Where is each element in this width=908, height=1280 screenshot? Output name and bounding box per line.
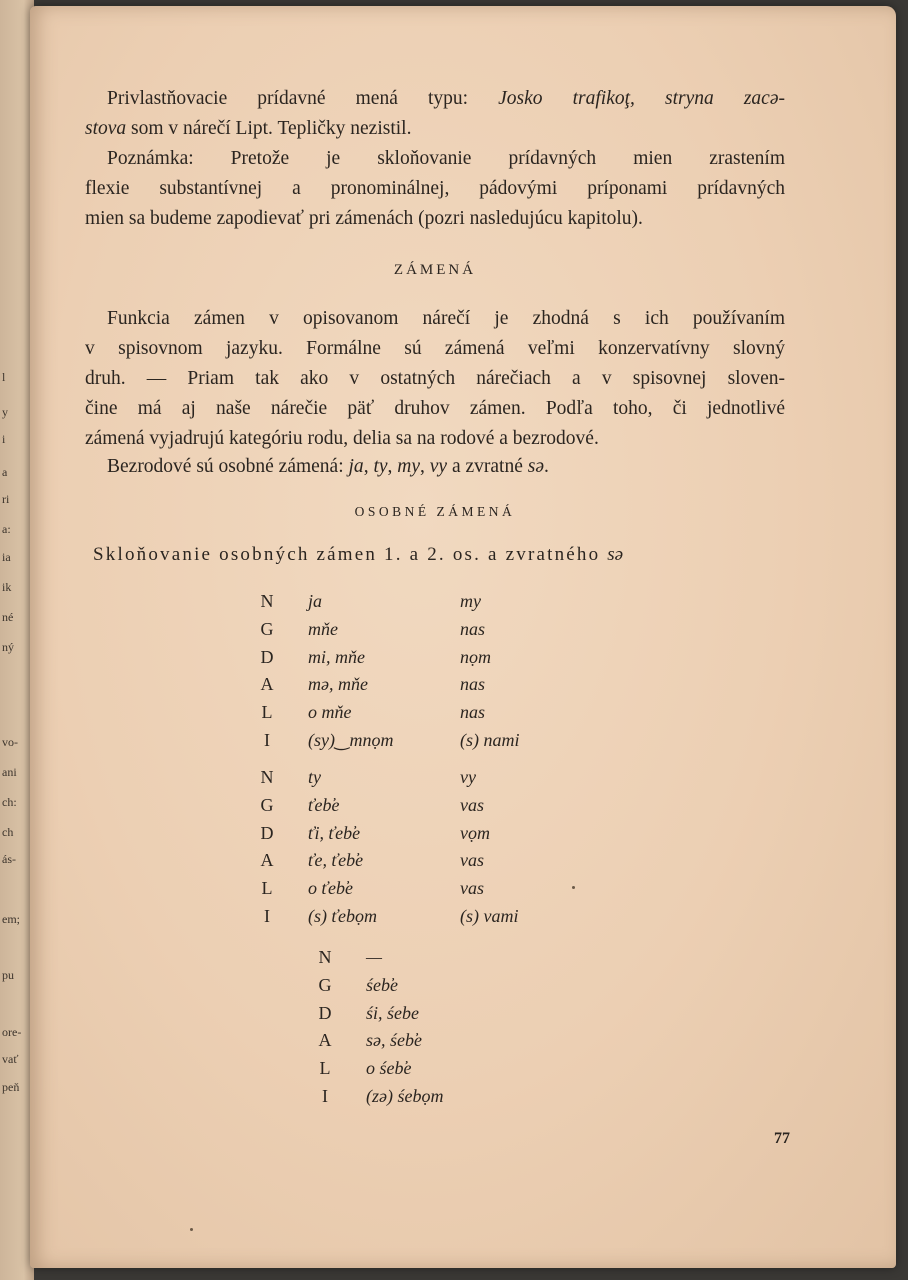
singular-form: (s) ťebọm (308, 906, 378, 926)
singular-form: śeb̕e (366, 974, 398, 995)
singular-form: ťi, ťeb̕e (308, 822, 361, 843)
case-label: G (318, 974, 332, 995)
prev-page-fragment: ch (2, 825, 14, 839)
prev-page-fragment: ik (2, 580, 12, 594)
case-label: N (260, 767, 274, 787)
prev-page-fragment: l (2, 370, 6, 384)
prev-page-fragment: pu (2, 968, 14, 982)
singular-form: o śeb̕e (366, 1058, 412, 1079)
paper-speck (190, 1228, 193, 1231)
singular-form: o ťeb̕e (308, 878, 354, 899)
case-label: G (260, 794, 274, 815)
declension-title (93, 544, 813, 566)
case-label: L (261, 702, 273, 723)
section-heading: ZÁMENÁ (393, 262, 477, 278)
intro-text: som v nárečí Lipt. Tepličky nezistil. (126, 118, 412, 139)
prev-page-fragment: i (2, 432, 6, 446)
subsection-heading: OSOBNÉ ZÁMENÁ (354, 504, 516, 519)
note-line: mien sa budeme zapodievať pri zámenách (pozri nasledujúcu kapitolu). (85, 208, 643, 229)
prev-page-fragment: ch: (2, 795, 17, 809)
singular-form: mňe (308, 618, 338, 639)
separator: , (387, 456, 398, 477)
prev-page-fragment: y (2, 405, 8, 419)
case-label: I (264, 730, 270, 750)
plural-form: vas (460, 878, 484, 899)
prev-page-fragment: a: (2, 522, 11, 536)
declension-title-text: Skloňovanie osobných zámen 1. a 2. os. a zvratného (93, 544, 608, 565)
case-label: L (319, 1058, 331, 1079)
plural-form: vas (460, 850, 484, 871)
case-label: A (318, 1030, 332, 1051)
prev-page-fragment: peň (2, 1080, 20, 1094)
plural-form: nọm (460, 646, 491, 667)
paper-speck (572, 886, 575, 889)
intro-line (85, 114, 785, 144)
singular-form: (sy)‿mnọm (308, 730, 394, 750)
pronoun-word: ja (348, 456, 364, 477)
plural-form: vy (460, 767, 476, 787)
case-label: N (318, 947, 332, 967)
prev-page-fragment: em; (2, 912, 20, 926)
plural-form: nas (460, 618, 486, 639)
prev-page-fragment: vo- (2, 735, 18, 749)
declension-title-word: sə (607, 544, 624, 565)
singular-form: o mňe (308, 702, 352, 723)
prev-page-fragment: a (2, 465, 8, 479)
separator: , (363, 456, 374, 477)
singular-form: ťeb̕e (308, 794, 340, 815)
prev-page-fragment: vať (2, 1052, 19, 1066)
pronouns-paragraph (85, 304, 785, 454)
intro-example: Josko trafikoţ, stryna zacə- (498, 88, 785, 109)
pronoun-word: my (397, 456, 421, 477)
intro-text: Privlastňovacie prídavné mená typu: (107, 88, 499, 109)
singular-form: sə, śeb̕e (366, 1030, 422, 1051)
plural-form: vas (460, 794, 484, 815)
singular-form: (zə) śebọm (366, 1086, 444, 1106)
intro-line (85, 84, 785, 114)
note-line: flexie substantívnej a pronominálnej, pádovými príponami prídavných (85, 178, 785, 199)
intro-example: stova (85, 118, 127, 139)
separator: . (544, 456, 549, 477)
prev-page-fragment: ný (2, 640, 14, 654)
page-number: 77 (774, 1130, 790, 1147)
singular-form: śi, śebe (366, 1002, 419, 1023)
case-label: A (260, 674, 274, 695)
plural-form: (s) vami (460, 906, 519, 926)
pronoun-word: vy (429, 456, 448, 477)
prev-page-fragment: ás- (2, 852, 16, 866)
paragraph-line: čine má aj naše nárečie päť druhov zámen. Podľa toho, či jednotlivé (85, 398, 785, 419)
plural-form: vọm (460, 822, 490, 843)
plural-form: my (460, 591, 481, 611)
singular-form: mi, mňe (308, 646, 365, 667)
case-label: I (322, 1086, 328, 1106)
previous-page-edge (0, 0, 34, 1280)
case-label: D (260, 822, 274, 843)
note-line: Poznámka: Pretože je skloňovanie prídavných mien zrastením (107, 148, 785, 169)
prev-page-fragment: ia (2, 550, 11, 564)
prev-page-fragment: ani (2, 765, 17, 779)
bezrodove-line (85, 452, 785, 482)
paragraph-line: Funkcia zámen v opisovanom nárečí je zhodná s ich používaním (107, 308, 785, 329)
pronoun-word: ty (373, 456, 388, 477)
bezrodove-text: a zvratné (447, 456, 528, 477)
case-label: D (260, 646, 274, 667)
singular-form: ja (308, 591, 323, 611)
singular-form: — (366, 947, 383, 967)
case-label: I (264, 906, 270, 926)
paragraph-line: druh. — Priam tak ako v ostatných nárečiach a v spisovnej sloven- (85, 368, 785, 389)
case-label: N (260, 591, 274, 611)
singular-form: mə, mňe (308, 674, 368, 695)
paragraph-line: zámená vyjadrujú kategóriu rodu, delia sa na rodové a bezrodové. (85, 428, 599, 449)
bezrodove-text: Bezrodové sú osobné zámená: (107, 456, 349, 477)
intro-paragraph (85, 84, 785, 234)
prev-page-fragment: ri (2, 492, 10, 506)
plural-form: nas (460, 674, 486, 695)
case-label: D (318, 1002, 332, 1023)
paragraph-line: v spisovnom jazyku. Formálne sú zámená veľmi konzervatívny slovný (85, 338, 785, 359)
case-label: L (261, 878, 273, 899)
pronoun-word: sə (527, 456, 544, 477)
plural-form: (s) nami (460, 730, 520, 750)
case-label: G (260, 618, 274, 639)
separator: , (420, 456, 430, 477)
book-page (30, 6, 896, 1268)
singular-form: ťe, ťeb̕e (308, 850, 364, 871)
case-label: A (260, 850, 274, 871)
singular-form: ty (308, 767, 321, 787)
prev-page-fragment: ore- (2, 1025, 22, 1039)
prev-page-fragment: né (2, 610, 14, 624)
plural-form: nas (460, 702, 486, 723)
